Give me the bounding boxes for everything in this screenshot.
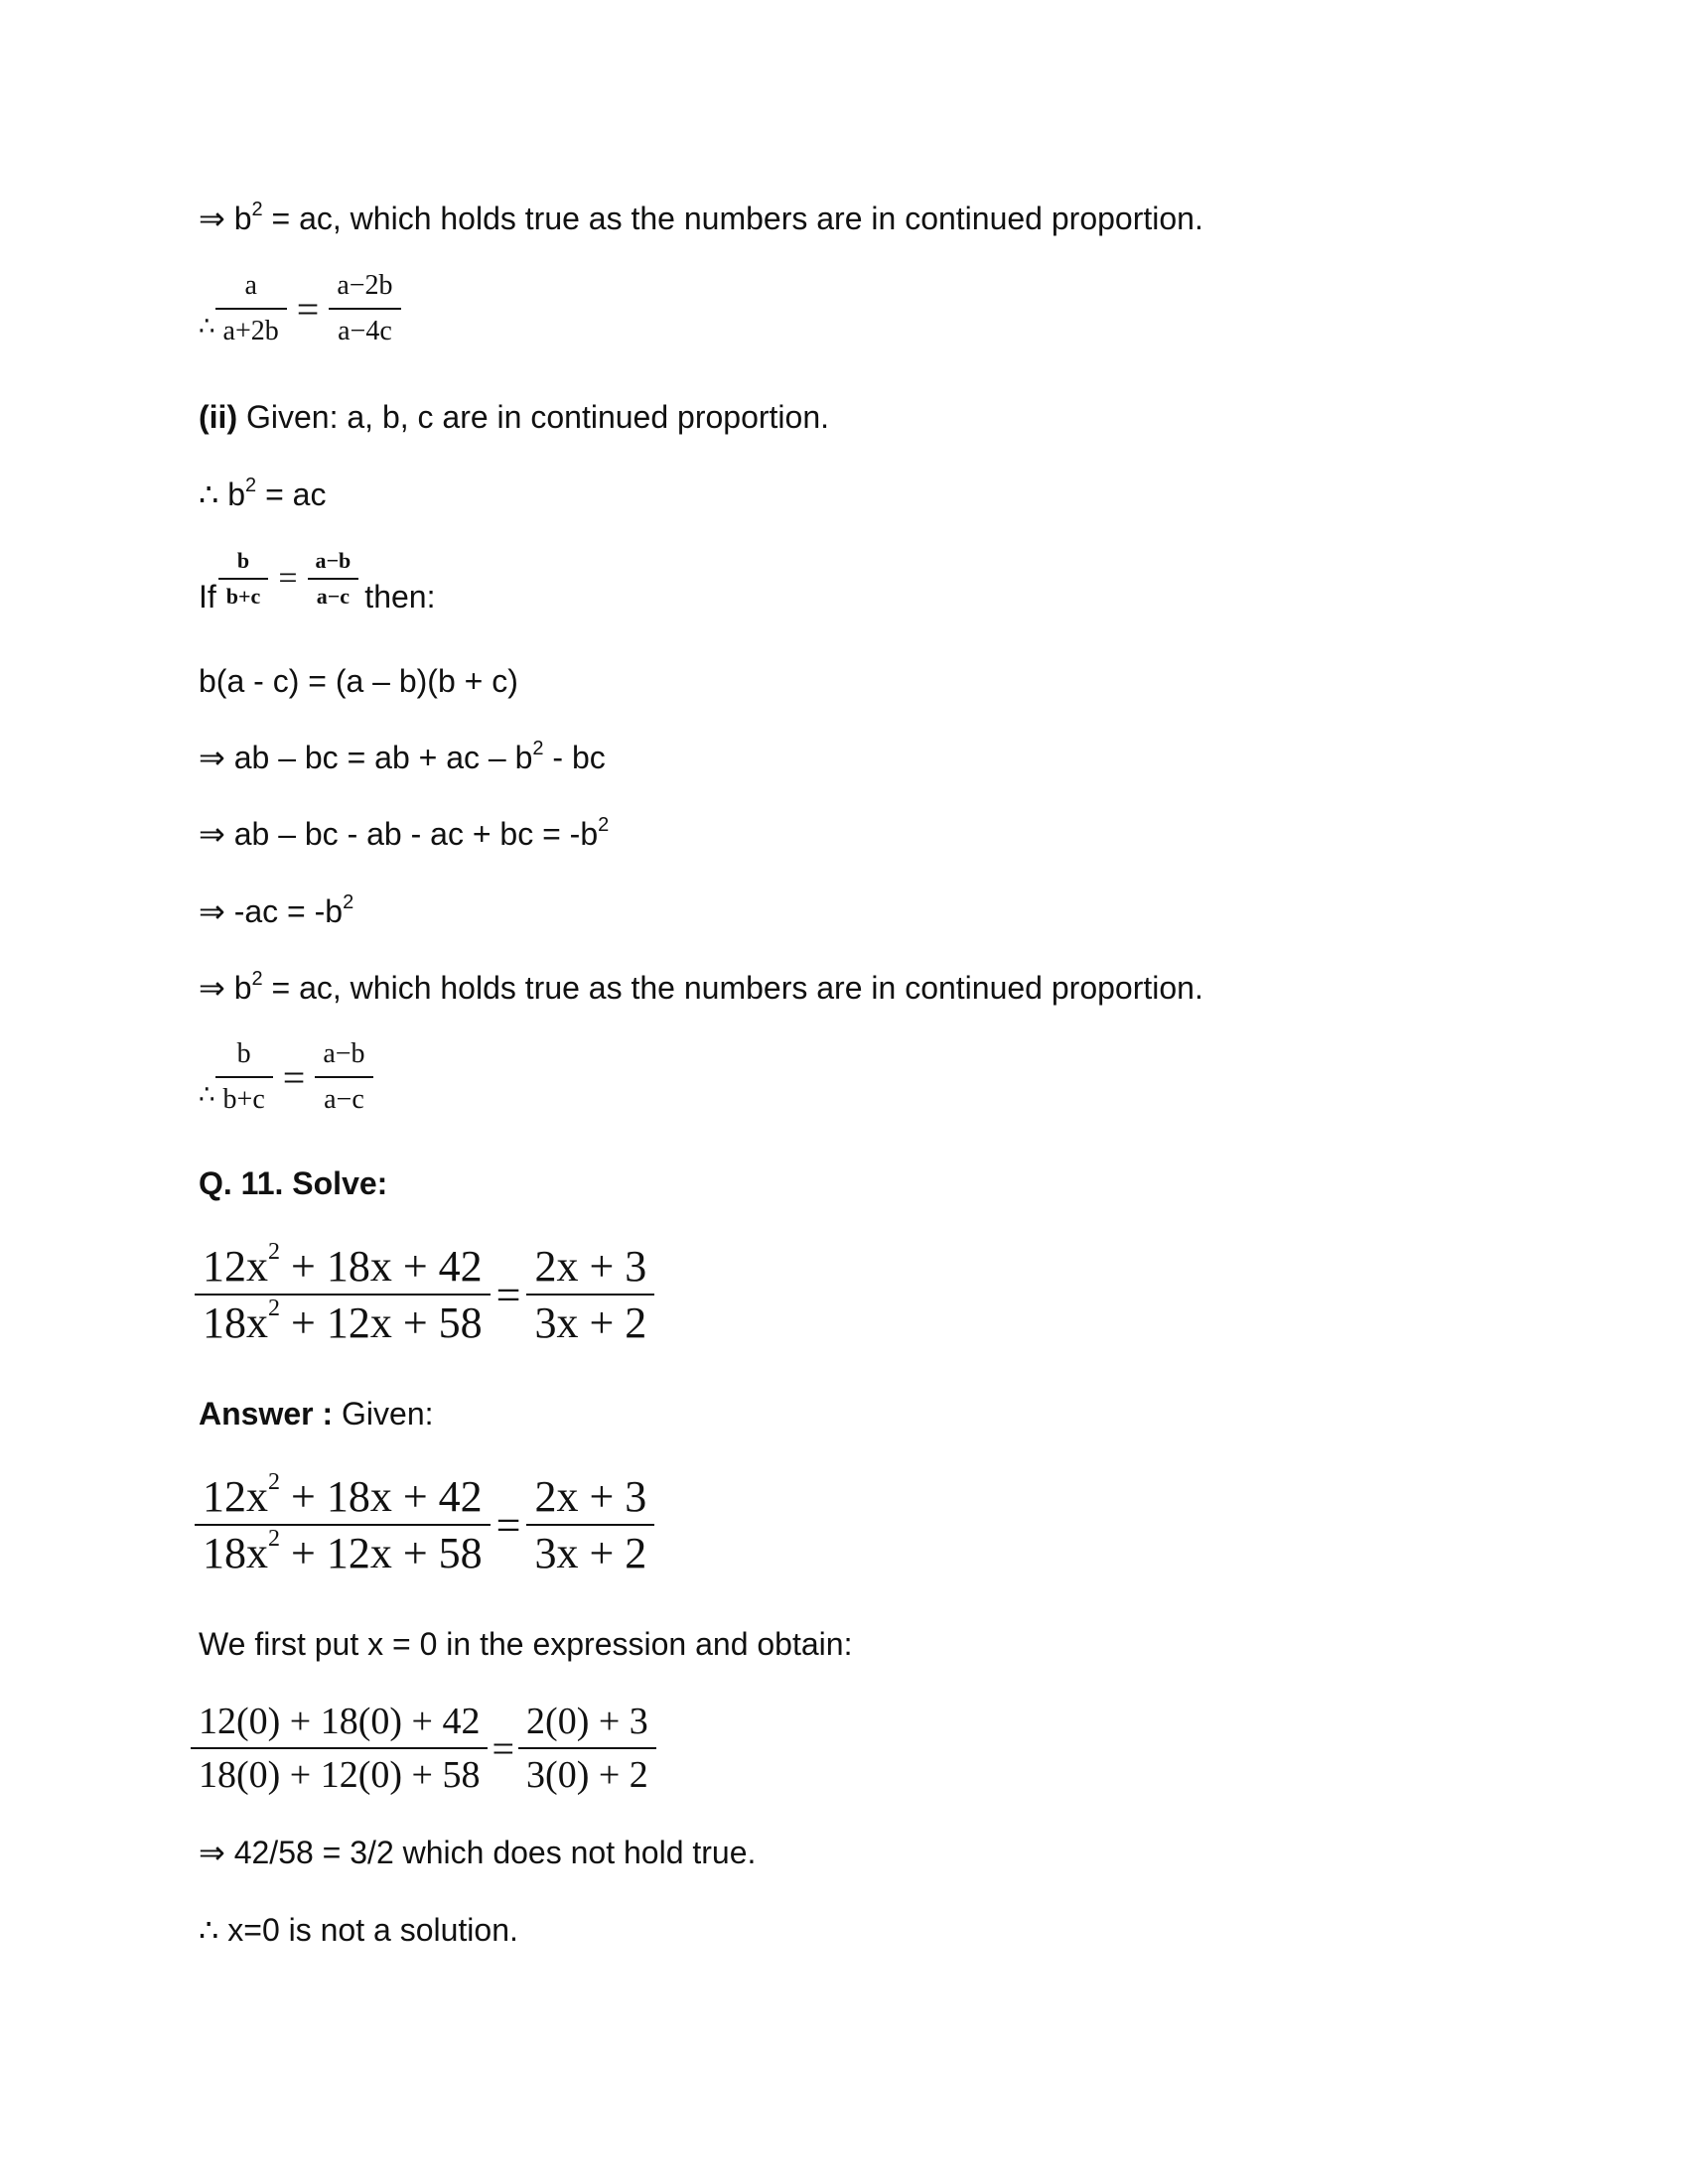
equation-fraction: $\frac{12x^2 + 18x + 42}{18x^2 + 12x + 58}$ = $\frac{2x + 3}{3x + 2}$ [195,1241,654,1348]
fraction: $\frac{12(0) + 18(0) + 42}{18(0) + 12(0) + 58}$ [191,1700,488,1797]
fraction: $\frac{12x^2 + 18x + 42}{18x^2 + 12x + 58}$ [195,1241,491,1348]
fraction: $\frac{2x + 3}{3x + 2}$ [526,1471,654,1578]
equation-fraction: $\frac{12(0) + 18(0) + 42}{18(0) + 12(0) + 58}$ = $\frac{2(0) + 3}{3(0) + 2}$ [191,1700,656,1797]
text-line: ∴ $b^2$ = ac [199,475,327,512]
text-line: ⇒ ab – bc = ab + ac – $b^2$ - bc [199,738,606,775]
fraction: $\frac{a-b}{a-c}$ [308,548,359,610]
text-line: ⇒ $b^2$ = ac, which holds true as the numbers are in continued proportion. [199,199,1203,236]
therefore-symbol: ∴ [199,1080,215,1110]
question-heading: Q. 11. Solve: [199,1165,388,1201]
therefore-symbol: ∴ [199,312,215,341]
text-line: We first put x = 0 in the expression and obtain: [199,1626,853,1662]
text-line: ⇒ ab – bc - ab - ac + bc = $-b^2$ [199,814,610,852]
text-line: ⇒ $-ac = -b^2$ [199,891,354,929]
fraction: $\frac{a-b}{a-c}$ [315,1038,372,1116]
equation-fraction: If $\frac{b}{b+c}$ = $\frac{a-b}{a-c}$ then: [199,548,436,614]
fraction: $\frac{a-2b}{a-4c}$ [329,270,400,347]
fraction: $\frac{b}{b+c}$ [218,548,269,610]
fraction: $\frac{2(0) + 3}{3(0) + 2}$ [518,1700,656,1797]
fraction: $\frac{b}{b+c}$ [215,1038,273,1116]
fraction: $\frac{2x + 3}{3x + 2}$ [526,1241,654,1348]
equation-fraction: ∴ $\frac{b}{b+c}$ = $\frac{a-b}{a-c}$ [199,1038,373,1116]
text-line: ⇒ 42/58 = 3/2 which does not hold true. [199,1835,757,1870]
answer-label: Answer : [199,1396,334,1432]
fraction: $\frac{a}{a+2b}$ [215,270,287,347]
equation-fraction: $\frac{12x^2 + 18x + 42}{18x^2 + 12x + 58}$ = $\frac{2x + 3}{3x + 2}$ [195,1471,654,1578]
text-line: (ii) Given: a, b, c are in continued proportion. [199,399,829,435]
text-line: b(a - c) = (a – b)(b + c) [199,663,518,699]
part-label: (ii) [199,399,238,435]
equation-fraction: ∴ $\frac{a}{a+2b}$ = $\frac{a-2b}{a-4c}$ [199,270,401,347]
text-line: ∴ x=0 is not a solution. [199,1912,518,1948]
text-line: ⇒ $b^2$ = ac, which holds true as the numbers are in continued proportion. [199,968,1203,1006]
text-line: Answer : Given: [199,1396,434,1432]
fraction: $\frac{12x^2 + 18x + 42}{18x^2 + 12x + 58}$ [195,1471,491,1578]
